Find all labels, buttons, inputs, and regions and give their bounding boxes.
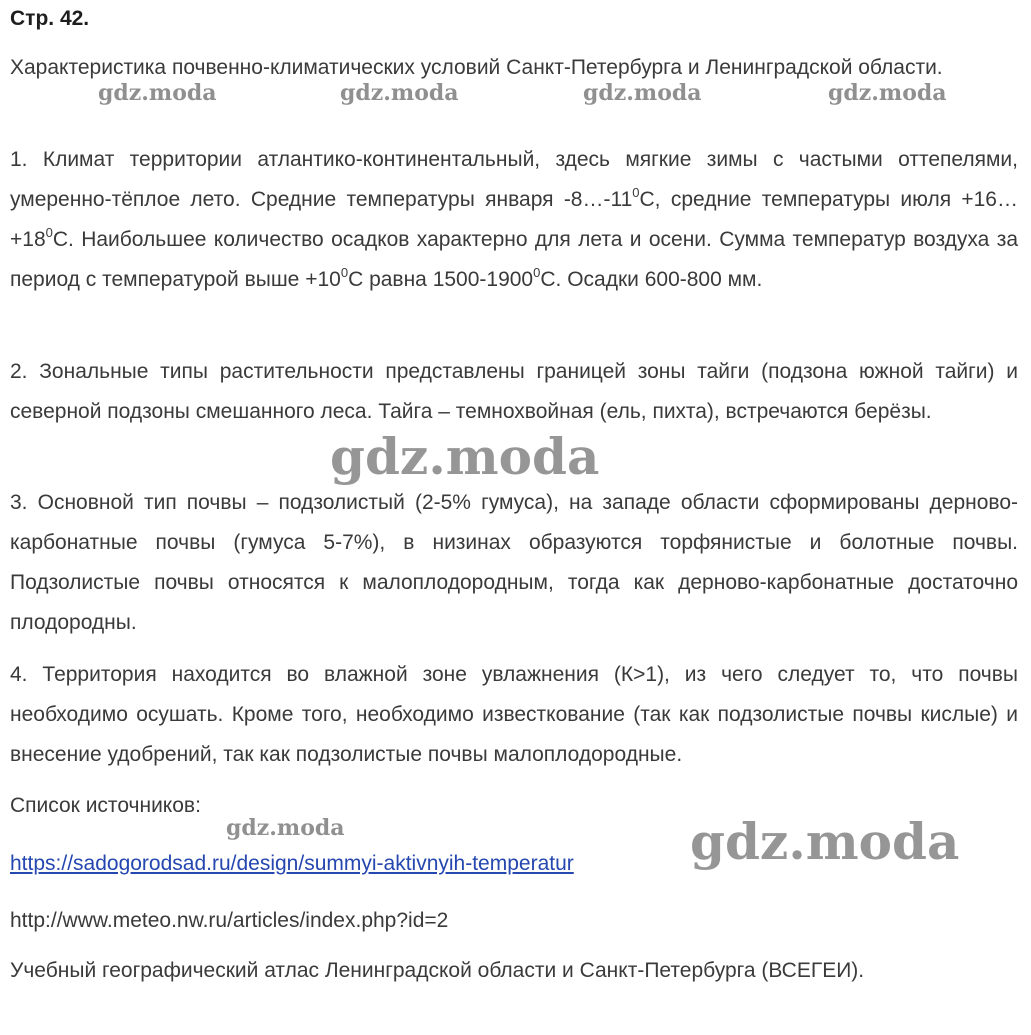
paragraph-moisture: 4. Территория находится во влажной зоне увлажнения (К>1), из чего следует то, что почвы необходимо осушать. Кроме того, необходимо известкование (так как подзолистые почвы кислые) и внесение удобрений, так как подзолистые почвы малоплодородные. — [10, 663, 1018, 766]
degree-sup: 0 — [45, 225, 53, 240]
sources-title: Список источников: — [10, 794, 201, 817]
source-link-sadogorodsad[interactable]: https://sadogorodsad.ru/design/summyi-aktivnyih-temperatur — [10, 852, 574, 875]
climate-text-a: 1. Климат территории атлантико-континентальный, здесь мягкие зимы с частыми оттепелями, умеренно-тёплое лето. Средние температуры января -8…-11 — [10, 148, 1018, 211]
watermark: gdz.moda — [98, 80, 217, 106]
climate-text-e: С. Осадки 600-800 мм. — [540, 268, 763, 291]
degree-sup: 0 — [533, 265, 541, 280]
climate-text-c: С. Наибольшее количество осадков характерно для лета и осени. Сумма температур воздуха за период с температурой выше +10 — [10, 228, 1018, 291]
source-item — [10, 849, 574, 879]
paragraph-vegetation: 2. Зональные типы растительности представлены границей зоны тайги (подзона южной тайги) и северной подзоны смешанного леса. Тайга – темнохвойная (ель, пихта), встречаются берёзы. — [10, 360, 1018, 423]
source-item-atlas: Учебный географический атлас Ленинградской области и Санкт-Петербурга (ВСЕГЕИ). — [10, 959, 865, 982]
paragraph-soil: 3. Основной тип почвы – подзолистый (2-5% гумуса), на западе области сформированы дерново-карбонатные почвы (гумуса 5-7%), в низинах образуются торфянистые и болотные почвы. Подзолистые почвы относятся к малоплодородным, тогда как дерново-карбонатные достаточно плодородны. — [10, 491, 1018, 634]
source-item-meteo: http://www.meteo.nw.ru/articles/index.php?id=2 — [10, 909, 449, 932]
watermark: gdz.moda — [690, 812, 960, 871]
page-number: Стр. 42. — [10, 7, 90, 30]
climate-text-b: С, средние температуры июля +16…+18 — [10, 188, 1018, 251]
watermark: gdz.moda — [583, 80, 702, 106]
watermark: gdz.moda — [340, 80, 459, 106]
climate-text-d: С равна 1500-1900 — [348, 268, 534, 291]
watermark: gdz.moda — [226, 815, 345, 841]
paragraph-climate — [10, 140, 1018, 300]
degree-sup: 0 — [632, 185, 640, 200]
document-heading: Характеристика почвенно-климатических условий Санкт-Петербурга и Ленинградской области. — [10, 56, 943, 79]
degree-sup: 0 — [340, 265, 349, 280]
watermark: gdz.moda — [330, 427, 600, 486]
watermark: gdz.moda — [828, 80, 947, 106]
